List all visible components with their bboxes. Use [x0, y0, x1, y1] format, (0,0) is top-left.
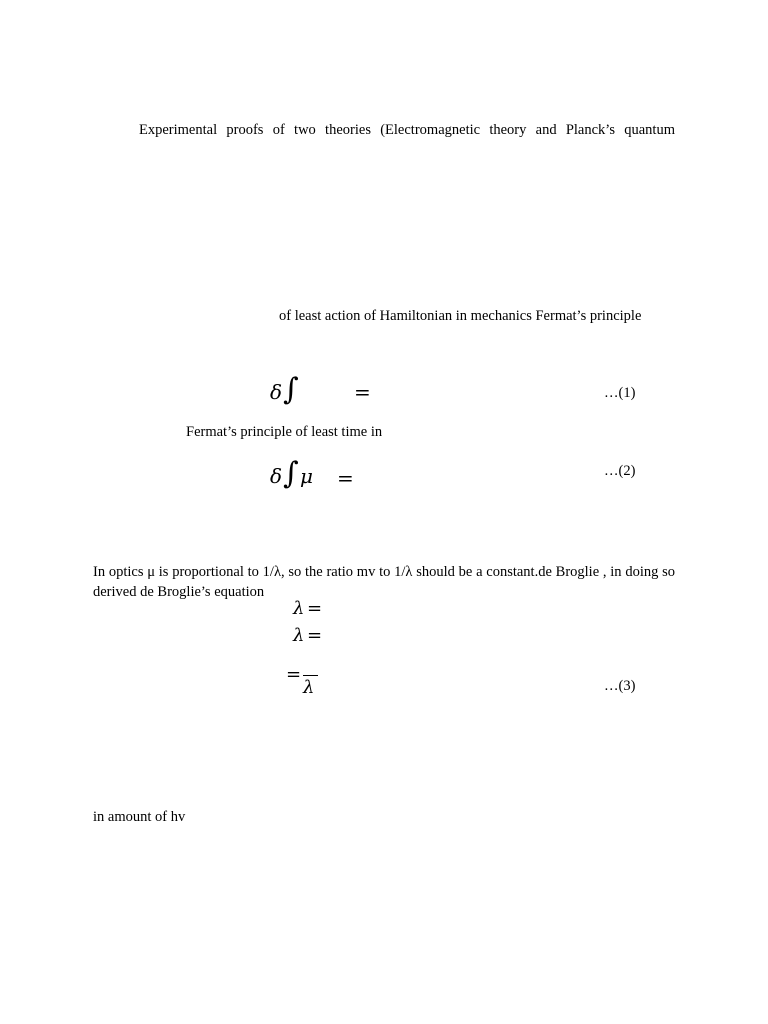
lambda-2-equals: =	[307, 625, 323, 646]
eq1-equals: =	[354, 380, 371, 404]
amount-line: in amount of hv	[93, 809, 186, 825]
eq1-delta: δ	[270, 380, 283, 404]
eq2-integral: ∫	[283, 456, 299, 491]
hamiltonian-line: of least action of Hamiltonian in mechanics Fermat’s principle	[279, 308, 642, 324]
eq3-number: …(3)	[604, 678, 636, 694]
lambda-1-equals: =	[307, 598, 323, 619]
eq2-delta: δ	[270, 464, 283, 488]
eq1-integral: ∫	[283, 372, 299, 407]
eq2-number: …(2)	[604, 463, 636, 479]
lambda-1-symbol: λ	[293, 598, 305, 619]
eq3-equals: =	[286, 664, 302, 685]
eq2-mu: μ	[300, 464, 313, 488]
optics-paragraph: In optics μ is proportional to 1/λ, so the ratio mv to 1/λ should be a constant.de Broglie , in doing so derived de Broglie’s equation	[93, 564, 675, 600]
eq3-denominator: λ	[303, 677, 315, 698]
intro-line: Experimental proofs of two theories (Electromagnetic theory and Planck’s quantum	[139, 122, 675, 138]
eq2-equals: =	[337, 466, 354, 490]
fermat-line: Fermat’s principle of least time in	[186, 424, 383, 440]
eq1-number: …(1)	[604, 385, 636, 401]
lambda-2-symbol: λ	[293, 625, 305, 646]
